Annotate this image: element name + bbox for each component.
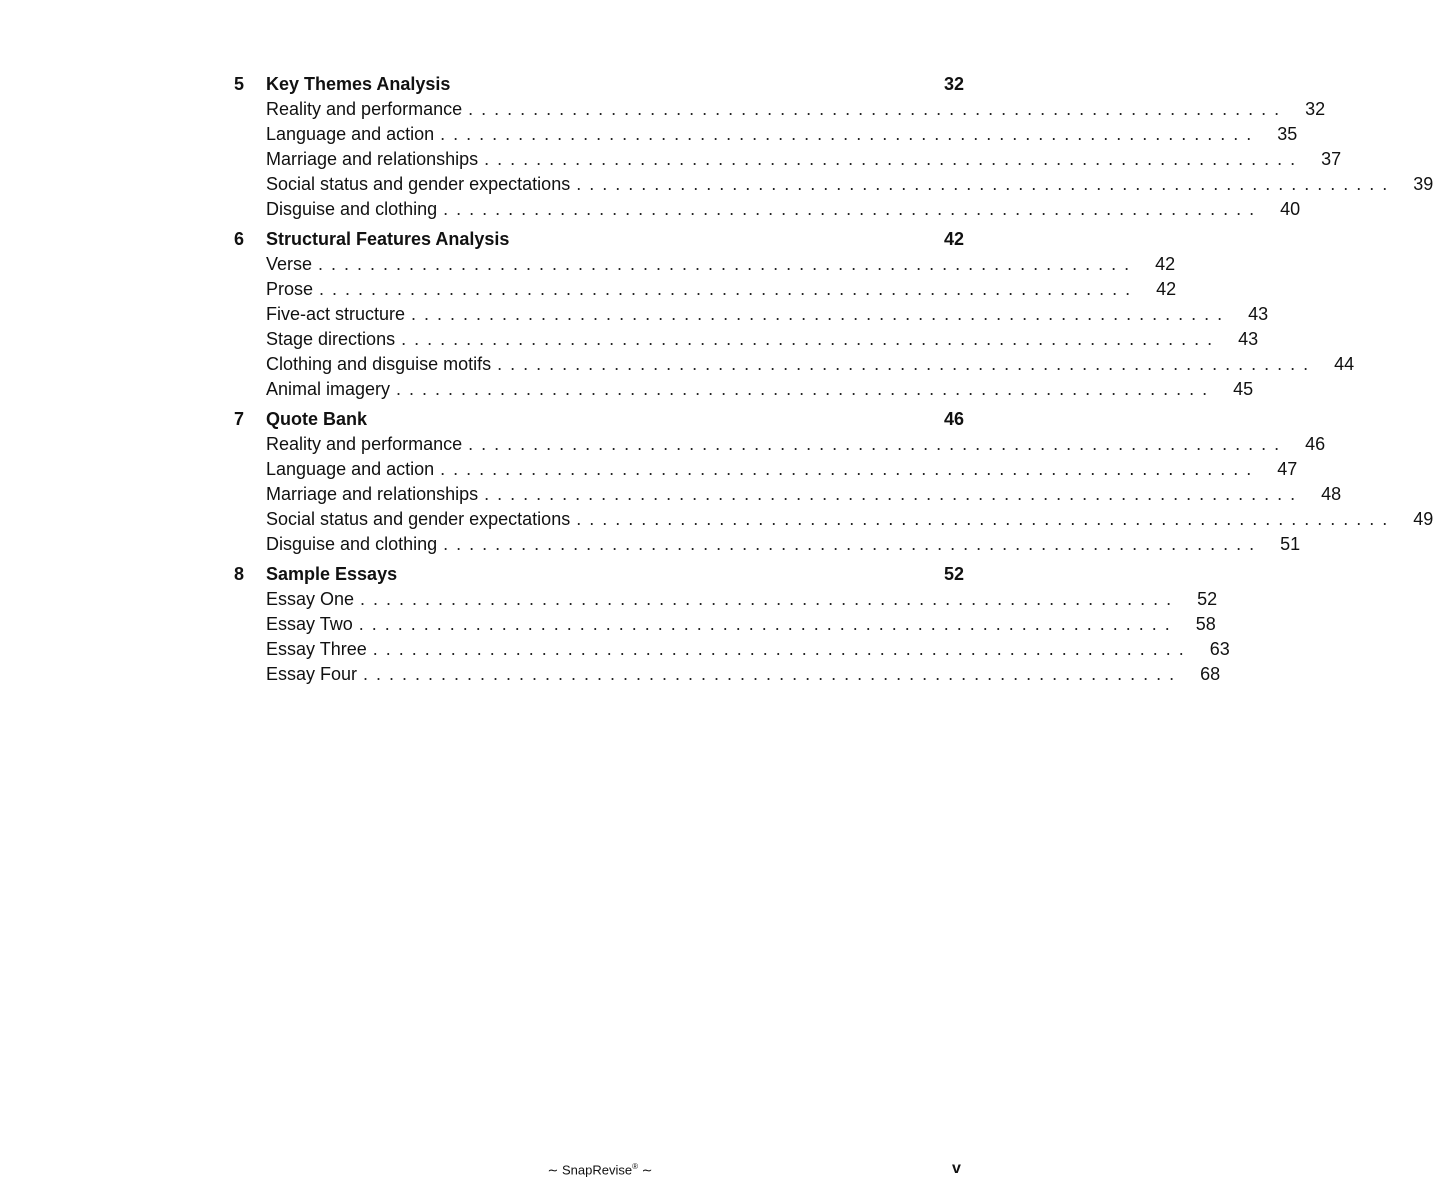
toc-section-row[interactable] xyxy=(234,124,1298,149)
section-page-number: 42 xyxy=(1155,254,1176,274)
toc-chapter-row[interactable] xyxy=(234,229,964,254)
chapter-page-number: 52 xyxy=(943,564,964,584)
toc-section-row[interactable] xyxy=(234,199,1301,224)
dot-leader: ............................................................... xyxy=(484,149,1304,169)
section-page-number: 52 xyxy=(1197,589,1218,609)
section-page-number: 49 xyxy=(1413,509,1433,529)
toc-section-row[interactable] xyxy=(234,174,1433,199)
section-title: Essay Four xyxy=(266,664,363,685)
dot-leader: ............................................................... xyxy=(360,589,1180,609)
toc-section-row[interactable] xyxy=(234,379,1254,404)
section-page-number: 68 xyxy=(1200,664,1221,684)
section-page-number: 35 xyxy=(1277,124,1298,144)
dot-leader: ............................................................... xyxy=(318,254,1138,274)
section-title: Reality and performance xyxy=(266,99,468,120)
toc-section-row[interactable] xyxy=(234,534,1301,559)
toc-section-row[interactable] xyxy=(234,329,1259,354)
chapter-number: 8 xyxy=(234,564,245,584)
section-title: Social status and gender expectations xyxy=(266,174,576,195)
section-page-number: 46 xyxy=(1305,434,1326,454)
dot-leader: ............................................................... xyxy=(440,459,1260,479)
section-title: Essay One xyxy=(266,589,360,610)
page-number: v xyxy=(952,1160,961,1177)
registered-mark: ® xyxy=(632,1162,638,1171)
chapter-number: 5 xyxy=(234,74,245,94)
chapter-number: 7 xyxy=(234,409,245,429)
toc-section-row[interactable] xyxy=(234,664,1221,689)
dot-leader: ............................................................... xyxy=(363,664,1183,684)
chapter-number: 6 xyxy=(234,229,245,249)
section-title: Reality and performance xyxy=(266,434,468,455)
section-title: Marriage and relationships xyxy=(266,484,484,505)
dot-leader: ............................................................... xyxy=(440,124,1260,144)
section-title: Essay Three xyxy=(266,639,373,660)
section-title: Disguise and clothing xyxy=(266,199,443,220)
dot-leader: ............................................................... xyxy=(576,509,1396,529)
dot-leader: ............................................................... xyxy=(319,279,1139,299)
toc-chapter-row[interactable] xyxy=(234,409,964,434)
toc-section-row[interactable] xyxy=(234,354,1355,379)
dot-leader: ............................................................... xyxy=(372,639,1192,659)
chapter-title: Structural Features Analysis xyxy=(266,229,510,249)
section-page-number: 43 xyxy=(1248,304,1269,324)
toc-section-row[interactable] xyxy=(234,279,1177,304)
section-title: Stage directions xyxy=(266,329,401,350)
dot-leader: ............................................................... xyxy=(401,329,1221,349)
chapter-title: Quote Bank xyxy=(266,409,368,429)
section-page-number: 42 xyxy=(1156,279,1177,299)
section-page-number: 43 xyxy=(1238,329,1259,349)
section-title: Verse xyxy=(266,254,318,275)
section-page-number: 32 xyxy=(1305,99,1326,119)
table-of-contents xyxy=(234,74,1433,689)
toc-section-row[interactable] xyxy=(234,614,1216,639)
chapter-page-number: 46 xyxy=(943,409,964,429)
chapter-page-number: 42 xyxy=(943,229,964,249)
section-page-number: 45 xyxy=(1233,379,1254,399)
section-page-number: 37 xyxy=(1321,149,1342,169)
section-title: Clothing and disguise motifs xyxy=(266,354,497,375)
dot-leader: ............................................................... xyxy=(468,434,1288,454)
footer-brand xyxy=(0,1162,1200,1178)
section-page-number: 51 xyxy=(1280,534,1301,554)
section-title: Prose xyxy=(266,279,319,300)
toc-section-row[interactable] xyxy=(234,639,1230,664)
toc-section-row[interactable] xyxy=(234,459,1298,484)
footer-brand-suffix: ∼ xyxy=(638,1162,653,1178)
toc-section-row[interactable] xyxy=(234,509,1433,534)
dot-leader: ............................................................... xyxy=(396,379,1216,399)
dot-leader: ............................................................... xyxy=(468,99,1288,119)
section-title: Social status and gender expectations xyxy=(266,509,576,530)
section-page-number: 44 xyxy=(1334,354,1355,374)
dot-leader: ............................................................... xyxy=(576,174,1396,194)
toc-section-row[interactable] xyxy=(234,434,1326,459)
toc-section-row[interactable] xyxy=(234,99,1326,124)
section-page-number: 47 xyxy=(1277,459,1298,479)
dot-leader: ............................................................... xyxy=(484,484,1304,504)
dot-leader: ............................................................... xyxy=(497,354,1317,374)
dot-leader: ............................................................... xyxy=(443,199,1263,219)
toc-chapter-row[interactable] xyxy=(234,564,964,589)
section-title: Disguise and clothing xyxy=(266,534,443,555)
dot-leader: ............................................................... xyxy=(411,304,1231,324)
toc-section-row[interactable] xyxy=(234,304,1269,329)
toc-section-row[interactable] xyxy=(234,484,1342,509)
toc-chapter-row[interactable] xyxy=(234,74,964,99)
chapter-title: Sample Essays xyxy=(266,564,398,584)
section-title: Language and action xyxy=(266,124,440,145)
section-page-number: 48 xyxy=(1321,484,1342,504)
section-title: Five-act structure xyxy=(266,304,411,325)
page-footer xyxy=(0,1162,1200,1186)
toc-section-row[interactable] xyxy=(234,589,1218,614)
section-page-number: 39 xyxy=(1413,174,1433,194)
toc-section-row[interactable] xyxy=(234,254,1176,279)
toc-section-row[interactable] xyxy=(234,149,1342,174)
section-page-number: 63 xyxy=(1209,639,1230,659)
section-page-number: 58 xyxy=(1195,614,1216,634)
dot-leader: ............................................................... xyxy=(443,534,1263,554)
section-title: Animal imagery xyxy=(266,379,396,400)
chapter-page-number: 32 xyxy=(943,74,964,94)
section-title: Essay Two xyxy=(266,614,359,635)
section-title: Marriage and relationships xyxy=(266,149,484,170)
dot-leader: ............................................................... xyxy=(358,614,1178,634)
section-title: Language and action xyxy=(266,459,440,480)
chapter-title: Key Themes Analysis xyxy=(266,74,451,94)
footer-brand-prefix: ∼ SnapRevise xyxy=(547,1162,633,1178)
section-page-number: 40 xyxy=(1280,199,1301,219)
